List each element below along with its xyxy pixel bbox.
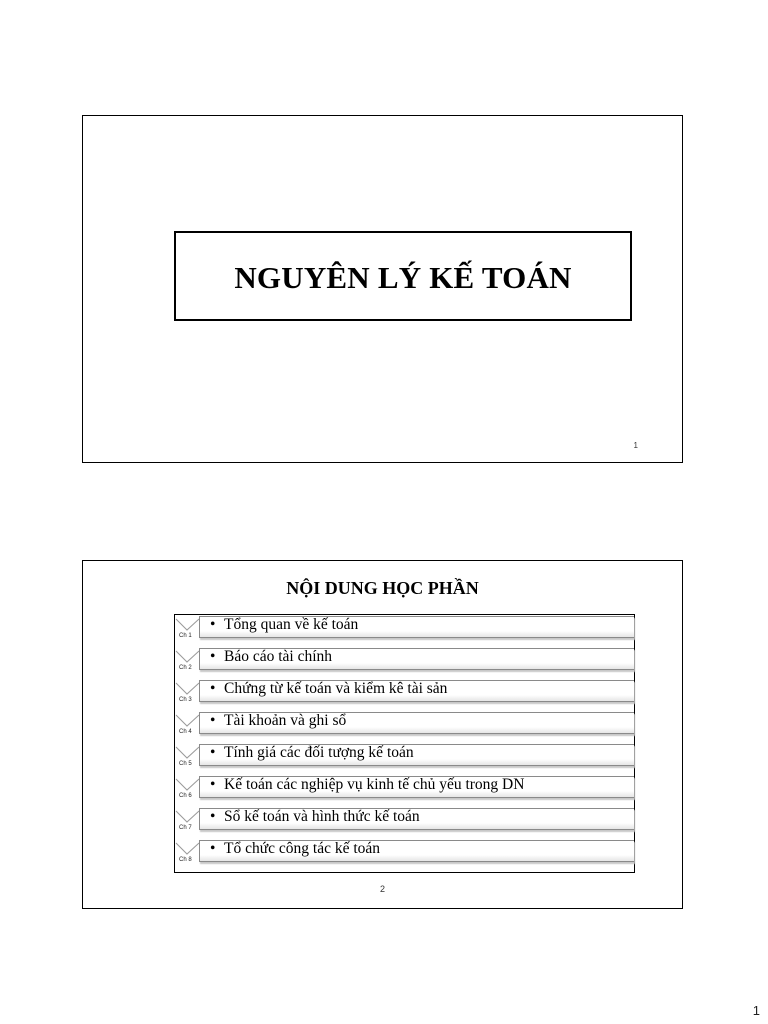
item-text: Kế toán các nghiệp vụ kinh tế chủ yếu trong DN [224,776,525,793]
title-box [174,231,632,321]
list-item [175,616,634,640]
chapter-label: Ch 1 [179,633,192,639]
item-bar [199,840,634,862]
item-bar [199,744,634,766]
bullet: • [210,680,216,697]
item-text: Tài khoản và ghi sổ [224,712,347,729]
bullet: • [210,840,216,857]
item-text: Sổ kế toán và hình thức kế toán [224,808,420,825]
list-item [175,744,634,768]
table-of-contents [174,614,635,873]
slide-2-number: 2 [379,884,385,894]
bullet: • [210,648,216,665]
slide-1-number: 1 [633,441,638,450]
item-bar [199,808,634,830]
item-text: Tổ chức công tác kế toán [224,840,381,857]
chapter-label: Ch 7 [179,825,192,831]
bullet: • [210,808,216,825]
chapter-label: Ch 2 [179,665,192,671]
bullet: • [210,776,216,793]
item-bar [199,712,634,734]
item-bar [199,680,634,702]
item-text: Chứng từ kế toán và kiểm kê tài sản [224,680,448,697]
bullet: • [210,744,216,761]
slide-2-title: NỘI DUNG HỌC PHẦN [286,578,479,598]
slide-1 [82,115,683,463]
list-item [175,840,634,864]
item-text: Tổng quan về kế toán [224,616,359,633]
item-text: Báo cáo tài chính [224,648,333,665]
chapter-label: Ch 6 [179,793,192,799]
bullet: • [210,712,216,729]
list-item [175,680,634,704]
list-item [175,808,634,832]
chapter-label: Ch 4 [179,729,192,735]
item-bar [199,776,634,798]
chapter-label: Ch 8 [179,857,192,863]
list-item [175,776,634,800]
list-item [175,648,634,672]
slide-1-title: NGUYÊN LÝ KẾ TOÁN [234,260,572,295]
item-bar [199,616,634,638]
item-text: Tính giá các đối tượng kế toán [224,744,414,761]
page-number: 1 [752,1003,760,1018]
bullet: • [210,616,216,633]
slide-2 [82,560,683,909]
chapter-label: Ch 3 [179,697,192,703]
chapter-label: Ch 5 [179,761,192,767]
item-bar [199,648,634,670]
list-item [175,712,634,736]
